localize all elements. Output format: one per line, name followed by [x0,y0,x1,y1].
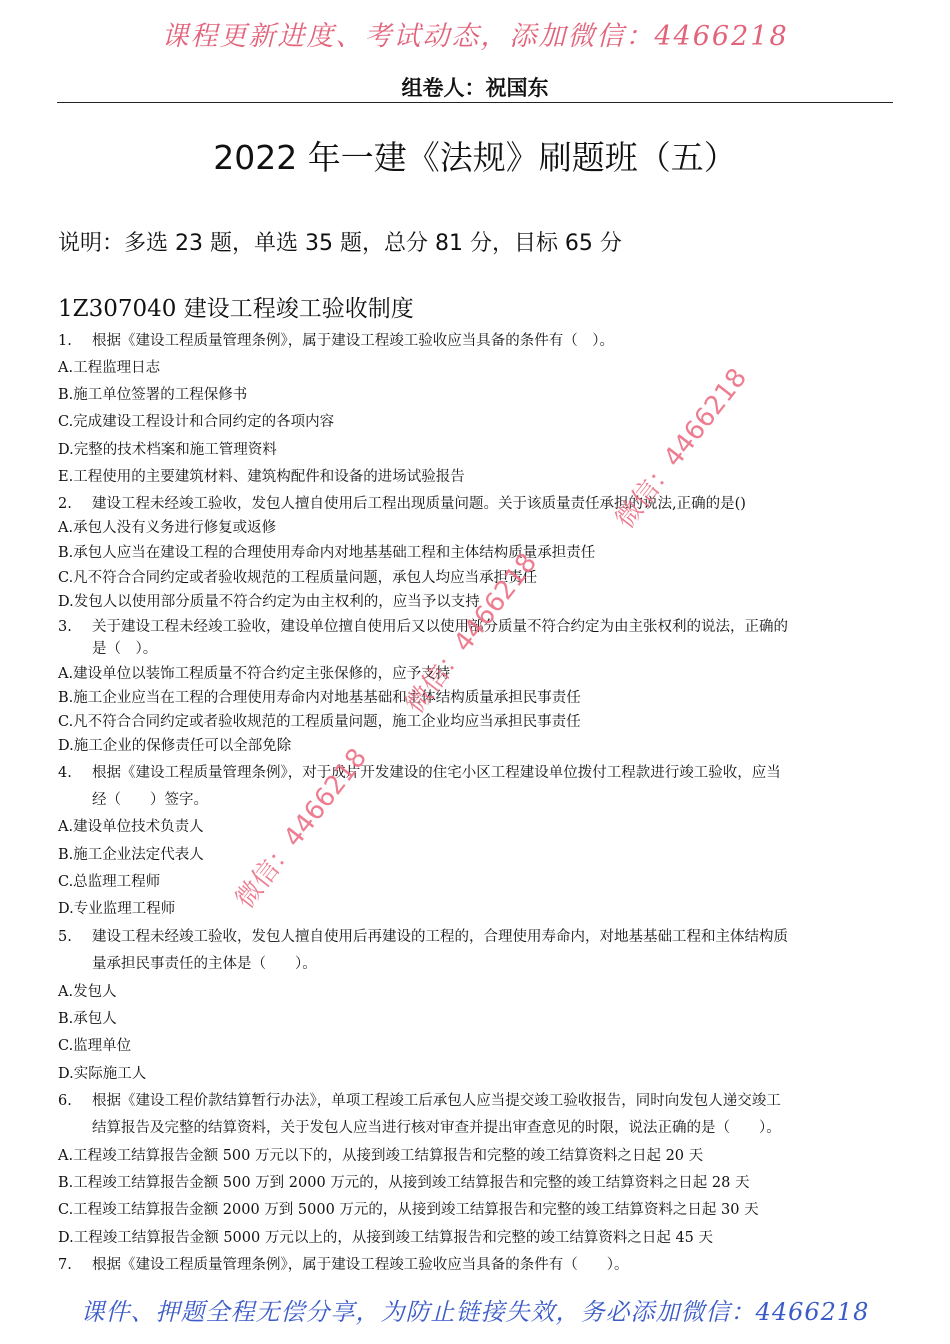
question-text-continued: 是（ ）。 [92,641,158,657]
question-text: 关于建设工程未经竣工验收，建设单位擅自使用后又以使用部分质量不符合约定为由主张权利的说法，正确的 [92,619,788,635]
header-divider [57,102,893,103]
question-text: 根据《建设工程质量管理条例》，属于建设工程竣工验收应当具备的条件有（ ）。 [92,333,614,349]
option: D.工程竣工结算报告金额 5000 万元以上的，从接到竣工结算报告和完整的竣工结算资料之日起 45 天 [58,1230,714,1246]
exam-description: 说明：多选 23 题，单选 35 题，总分 81 分，目标 65 分 [58,231,622,256]
option: A.工程监理日志 [58,360,161,376]
option: B.工程竣工结算报告金额 500 万到 2000 万元的，从接到竣工结算报告和完整的竣工结算资料之日起 28 天 [58,1175,750,1191]
option: A.建设单位技术负责人 [58,819,204,835]
question-text: 建设工程未经竣工验收，发包人擅自使用后再建设的工程的，合理使用寿命内，对地基基础工程和主体结构质 [92,929,788,945]
option: D.专业监理工程师 [58,901,176,917]
watermark: 微信：4466218 [230,743,374,915]
option: B.承包人应当在建设工程的合理使用寿命内对地基基础工程和主体结构质量承担责任 [58,545,596,561]
question-number: 3. [58,619,72,635]
question-number: 2. [58,496,72,512]
option: D.施工企业的保修责任可以全部免除 [58,738,292,754]
option: A.承包人没有义务进行修复或返修 [58,520,277,536]
option: B.承包人 [58,1011,117,1027]
question-number: 5. [58,929,72,945]
question-6 [58,1091,781,1111]
option: C.总监理工程师 [58,874,161,890]
section-heading: 1Z307040 建设工程竣工验收制度 [58,296,414,322]
option: C.凡不符合合同约定或者验收规范的工程质量问题，承包人均应当承担责任 [58,570,538,586]
question-text: 建设工程未经竣工验收，发包人擅自使用后工程出现质量问题。关于该质量责任承担的说法,正确的是() [92,496,746,512]
option: C.完成建设工程设计和合同约定的各项内容 [58,414,335,430]
bottom-banner: 课件、押题全程无偿分享，为防止链接失效，务必添加微信：4466218 [80,1298,870,1326]
option: B.施工企业法定代表人 [58,847,204,863]
question-text: 根据《建设工程质量管理条例》，属于建设工程竣工验收应当具备的条件有（ ）。 [92,1257,629,1273]
option: D.完整的技术档案和施工管理资料 [58,442,277,458]
question-number: 7. [58,1257,72,1273]
question-4 [58,763,781,783]
question-5 [58,927,788,947]
option: D.发包人以使用部分质量不符合约定为由主权利的，应当予以支持 [58,594,480,610]
option: A.发包人 [58,984,117,1000]
option: C.工程竣工结算报告金额 2000 万到 5000 万元的，从接到竣工结算报告和完整的竣工结算资料之日起 30 天 [58,1202,759,1218]
option: A.建设单位以装饰工程质量不符合约定主张保修的，应予支持 [58,666,451,682]
option: A.工程竣工结算报告金额 500 万元以下的，从接到竣工结算报告和完整的竣工结算资料之日起 20 天 [58,1148,704,1164]
question-number: 4. [58,765,72,781]
question-text-continued: 量承担民事责任的主体是（ ）。 [92,956,317,972]
option: B.施工单位签署的工程保修书 [58,387,248,403]
option: C.监理单位 [58,1038,132,1054]
page-title: 2022 年一建《法规》刷题班（五） [213,138,737,177]
question-text-continued: 结算报告及完整的结算资料，关于发包人应当进行核对审查并提出审查意见的时限，说法正确的是（ ）。 [92,1120,781,1136]
compiler-line: 组卷人：祝国东 [401,76,549,100]
question-text-continued: 经（ ）签字。 [92,792,208,808]
top-banner: 课程更新进度、考试动态，添加微信：4466218 [161,21,789,52]
question-3 [58,617,788,637]
question-text: 根据《建设工程价款结算暂行办法》，单项工程竣工后承包人应当提交竣工验收报告，同时向发包人递交竣工 [92,1093,781,1109]
question-number: 6. [58,1093,72,1109]
option: C.凡不符合合同约定或者验收规范的工程质量问题，施工企业均应当承担民事责任 [58,714,581,730]
question-7 [58,1255,629,1275]
option: D.实际施工人 [58,1066,147,1082]
question-1 [58,331,614,351]
option: B.施工企业应当在工程的合理使用寿命内对地基基础和主体结构质量承担民事责任 [58,690,581,706]
watermark: 微信：4466218 [400,548,544,720]
question-text: 根据《建设工程质量管理条例》，对于成片开发建设的住宅小区工程建设单位拨付工程款进行竣工验收，应当 [92,765,781,781]
watermark: 微信：4466218 [610,363,754,535]
question-number: 1. [58,333,72,349]
option: E.工程使用的主要建筑材料、建筑构配件和设备的进场试验报告 [58,469,465,485]
